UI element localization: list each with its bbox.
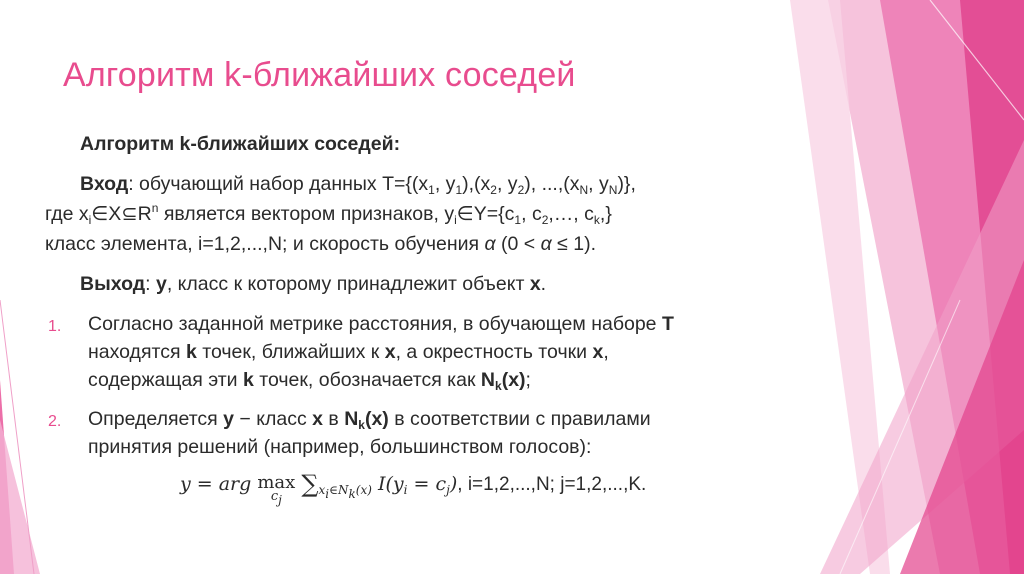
- list-number-1: 1.: [48, 318, 62, 335]
- item-1-line-1: Согласно заданной метрике расстояния, в обучающем наборе T: [88, 313, 674, 335]
- item-1-line-3: содержащая эти k точек, обозначается как $N_k(x)$;: [88, 369, 531, 393]
- input-line-1: Вход: обучающий набор данных $T=\{(x_1$, $y_1),(x_2$, $y_2$), $...,(x_N$, $y_N$)},: [80, 173, 636, 197]
- item-2-line-2: принятия решений (например, большинством голосов):: [88, 436, 592, 458]
- output-line: Выход: y, класс к которому принадлежит объект x.: [80, 273, 547, 295]
- slide-title: Алгоритм k-ближайших соседей: [63, 56, 576, 94]
- algorithm-heading: Алгоритм k-ближайших соседей:: [80, 133, 401, 155]
- max-operator: max $c_j$: [257, 472, 296, 507]
- input-label: Вход: [80, 173, 129, 195]
- item-2-line-1: Определяется y − класс x в $N_k(x)$ в соответствии с правилами: [88, 408, 651, 432]
- decision-formula: y = arg max $c_j$ $\sum_{x_i\in N_k(x)}$ $I(y_i = c_j)$, i=1,2,...,N; j=1,2,...,K.: [180, 470, 647, 507]
- list-number-2: 2.: [48, 413, 62, 430]
- item-1-line-2: находятся k точек, ближайших к x, а окрестность точки x,: [88, 341, 609, 363]
- input-line-3: класс элемента, i=1,2,...,N; и скорость обучения α (0 < α ≤ 1).: [45, 233, 596, 255]
- output-label: Выход: [80, 273, 146, 295]
- input-line-2: где $x_i\in X⊆R^n$ является вектором признаков, $y_i\in Y=\{c_1$, $c_2,\dots$, $c_k$,}: [45, 201, 612, 227]
